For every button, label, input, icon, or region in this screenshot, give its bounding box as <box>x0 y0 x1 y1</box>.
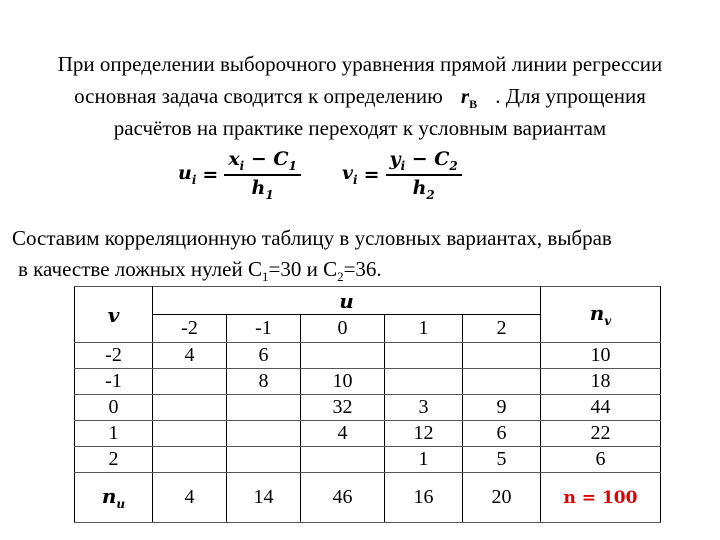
v-value: -2 <box>75 343 153 369</box>
correlation-coefficient-symbol: $r_В$ <box>460 84 478 112</box>
table-cell <box>301 343 385 369</box>
nv-value: 18 <box>541 369 661 395</box>
nv-value: 6 <box>541 447 661 473</box>
intro-line-2 <box>0 84 720 112</box>
nu-value: 46 <box>301 473 385 523</box>
v-header: v <box>75 287 153 343</box>
intro-line-3: расчётов на практике переходят к условным вариантам <box>113 116 607 140</box>
formula-v-denominator: $h_2$ <box>412 176 435 202</box>
table-row <box>75 369 661 395</box>
table-cell: 4 <box>153 343 227 369</box>
v-value: 2 <box>75 447 153 473</box>
table-cell <box>463 343 541 369</box>
table-cell: 10 <box>301 369 385 395</box>
nu-value: 4 <box>153 473 227 523</box>
nv-header: $n_v$ <box>541 287 661 343</box>
nv-value: 44 <box>541 395 661 421</box>
table-row <box>75 343 661 369</box>
intro-line-1: При определении выборочного уравнения прямой линии регрессии <box>57 52 663 76</box>
intro-line-2-text: основная задача сводится к определению <box>74 84 443 108</box>
table-cell: 5 <box>463 447 541 473</box>
table-cell <box>153 447 227 473</box>
intro-line-2-end: . Для упрощения <box>495 84 646 108</box>
table-cell: 6 <box>463 421 541 447</box>
compose-line-1: Составим корреляционную таблицу в условных вариантах, выбрав <box>12 226 612 250</box>
u-value: 1 <box>385 315 463 343</box>
table-row <box>75 447 661 473</box>
nu-value: 16 <box>385 473 463 523</box>
nu-value: 14 <box>227 473 301 523</box>
table-cell <box>153 421 227 447</box>
table-cell: 32 <box>301 395 385 421</box>
table-cell <box>301 447 385 473</box>
table-cell <box>463 369 541 395</box>
nu-header: $n_u$ <box>75 473 153 523</box>
formula-u: $u_i$ = $\frac{x_i - C_1}{h_1}$ <box>178 148 301 202</box>
table-cell <box>227 447 301 473</box>
table-cell <box>227 395 301 421</box>
v-value: 0 <box>75 395 153 421</box>
formula-u-numerator: $x_i - C_1$ <box>224 148 301 176</box>
u-value: 0 <box>301 315 385 343</box>
total-n: n = 100 <box>541 473 661 523</box>
table-cell: 4 <box>301 421 385 447</box>
correlation-table <box>74 286 660 522</box>
u-value: 2 <box>463 315 541 343</box>
nu-value: 20 <box>463 473 541 523</box>
v-value: -1 <box>75 369 153 395</box>
nu-row <box>75 473 661 523</box>
table-cell: 12 <box>385 421 463 447</box>
u-value: -1 <box>227 315 301 343</box>
nv-value: 22 <box>541 421 661 447</box>
formula-v: $v_i$ = $\frac{y_i - C_2}{h_2}$ <box>342 148 462 202</box>
table-cell: 9 <box>463 395 541 421</box>
table-cell <box>385 343 463 369</box>
table-cell: 8 <box>227 369 301 395</box>
u-header: u <box>153 287 541 315</box>
table-cell: 6 <box>227 343 301 369</box>
table-cell <box>153 369 227 395</box>
nv-value: 10 <box>541 343 661 369</box>
v-value: 1 <box>75 421 153 447</box>
formula-u-denominator: $h_1$ <box>251 176 274 202</box>
table-cell <box>385 369 463 395</box>
compose-line-2: в качестве ложных нулей $C_1=30$ и $C_2=36$. <box>18 257 382 285</box>
u-value: -2 <box>153 315 227 343</box>
table-cell: 1 <box>385 447 463 473</box>
table-cell <box>227 421 301 447</box>
formula-v-numerator: $y_i - C_2$ <box>386 148 462 176</box>
table-row <box>75 421 661 447</box>
table-cell: 3 <box>385 395 463 421</box>
table-cell <box>153 395 227 421</box>
table-row <box>75 395 661 421</box>
